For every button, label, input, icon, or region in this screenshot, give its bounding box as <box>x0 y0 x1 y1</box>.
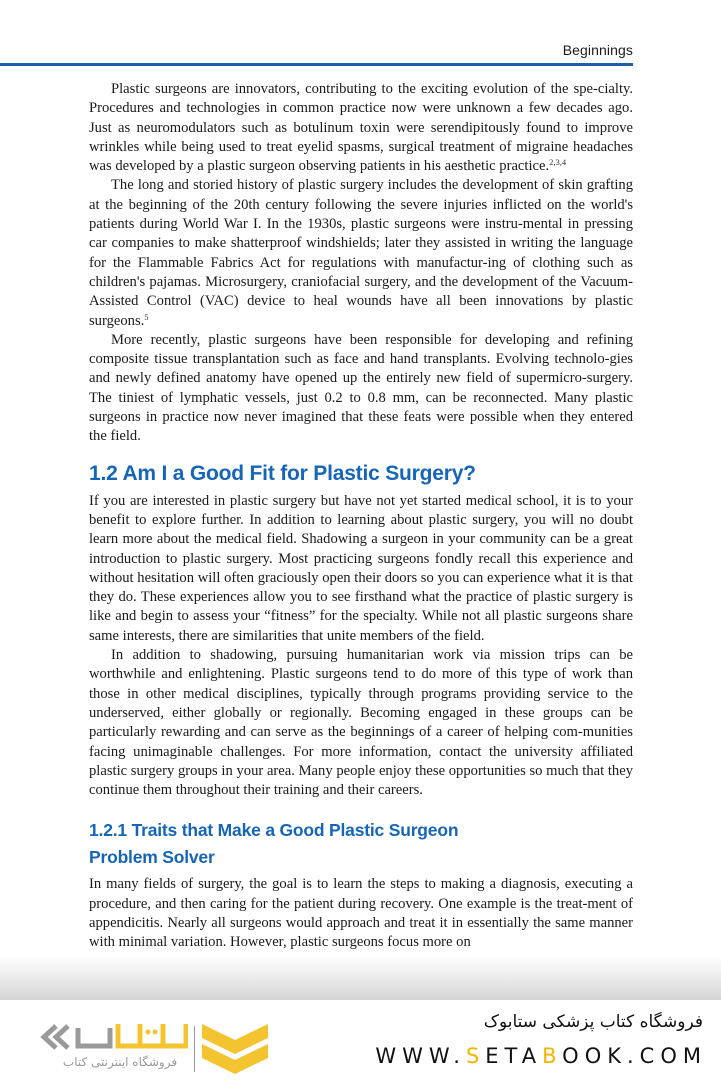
url-accent-letter: S <box>465 1044 486 1068</box>
store-name: فروشگاه کتاب پزشکی ستابوک <box>483 1012 703 1032</box>
store-url-link[interactable] <box>375 1044 707 1068</box>
section-1-2-paragraph-2 <box>89 646 633 800</box>
url-accent-letter: B <box>542 1044 563 1068</box>
url-part: ETA <box>485 1044 543 1068</box>
section-1-2-paragraph-1 <box>89 492 633 646</box>
url-part: OOK.COM <box>562 1044 707 1068</box>
citation: 5 <box>144 311 149 322</box>
header-rule <box>0 63 633 66</box>
page-bottom-shadow <box>0 955 721 1000</box>
chevron-logo-icon <box>202 1022 268 1076</box>
subheading-problem-solver: Problem Solver <box>89 847 215 868</box>
subsection-heading-1-2-1: 1.2.1 Traits that Make a Good Plastic Surgeon <box>89 820 459 841</box>
paragraph-text: Plastic surgeons are innovators, contributing to the exciting evolution of the spe-cialty. Procedures and technologies in common practice now were unknown a few decades ago. Just as neuromodulators such as botulinum toxin were serendipitously found to improve wrinkles while being used to treat eyelid spasms, surgical treatment of migraine headaches was developed by a plastic surgeon observing patients in his aesthetic practice. <box>89 81 633 175</box>
logo-tagline: فروشگاه اینترنتی کتاب <box>62 1055 178 1069</box>
paragraph-text: More recently, plastic surgeons have been responsible for developing and refining composite tissue transplantation such as face and hand transplants. Evolving technolo-gies and newly defined anatomy have opened up the entirely new field of supermicro-surgery. The tiniest of lymphatic vessels, just 0.2 to 0.8 mm, can be reconnected. Many plastic surgeons in practice now never imagined that these feats were possible when they entered the field. <box>89 331 633 445</box>
paragraph-text: If you are interested in plastic surgery but have not yet started medical school, it is to your benefit to explore further. In addition to learning about plastic surgery, you will no doubt learn more about the medical field. Shadowing a surgeon in your community can be a great introduction to plastic surgery. Most practicing surgeons fondly recall this experience and without hesitation will often graciously open their doors so you can experience what it is that they do. These experiences allow you to see firsthand what the practice of plastic surgery is like and begin to assess your “fitness” for the specialty. While not all plastic surgeons share same interests, there are similarities that unite members of the field. <box>89 492 633 644</box>
logo-divider <box>194 1026 195 1072</box>
section-1-2-1-paragraph-1 <box>89 875 633 952</box>
paragraph-text: In many fields of surgery, the goal is to learn the steps to making a diagnosis, executing a procedure, and then caring for the patient during recovery. One example is the treat-ment of appendicitis. Nearly all surgeons would approach and treat it in essentially the same manner with minimal variation. However, plastic surgeons focus more on <box>89 876 633 951</box>
url-part: WWW. <box>375 1044 466 1068</box>
intro-paragraph-1 <box>89 80 633 176</box>
intro-paragraph-2 <box>89 176 633 330</box>
logo-wordmark-icon <box>38 1020 188 1054</box>
running-header: Beginnings <box>562 42 633 58</box>
intro-paragraph-3 <box>89 331 633 447</box>
paragraph-text: In addition to shadowing, pursuing humanitarian work via mission trips can be worthwhile and enlightening. Plastic surgeons tend to do more of this type of work than those in other medical disciplines, typically through programs providing service to the underserved, either globally or regionally. Becoming engaged in these groups can be particularly rewarding and can serve as the beginnings of a career of helping com-munities facing unimaginable challenges. For more information, contact the university affiliated plastic surgery groups in your area. Many people enjoy these opportunities so much that they continue them throughout their training and their careers. <box>89 647 633 799</box>
brand-logo <box>36 1018 276 1074</box>
section-heading-1-2: 1.2 Am I a Good Fit for Plastic Surgery? <box>89 461 476 485</box>
paragraph-text: The long and storied history of plastic surgery includes the development of skin grafting at the beginning of the 20th century following the severe injuries inflicted on the world's patients during World War I. In the 1930s, plastic surgeons were instru-mental in pressing car companies to make shatterproof windshields; later they assisted in writing the language for the Flammable Fabrics Act for regulations with manufactur-ing of clothing such as children's pajamas. Microsurgery, craniofacial surgery, and the development of the Vacuum-Assisted Control (VAC) device to heal wounds have all been innovations by plastic surgeons. <box>89 177 633 329</box>
footer-banner <box>0 1000 721 1080</box>
page-content <box>89 80 633 953</box>
citation: 2,3,4 <box>549 157 567 168</box>
